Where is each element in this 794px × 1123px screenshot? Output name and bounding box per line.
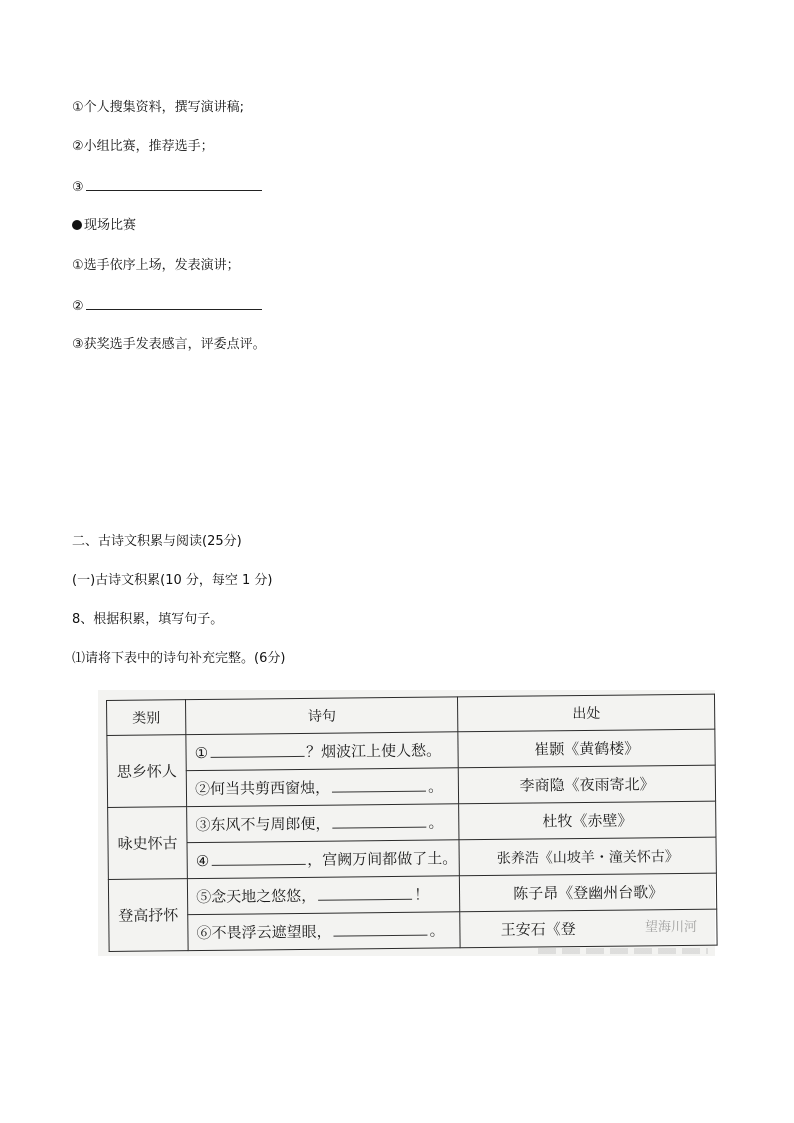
verse-before: 何当共剪西窗烛， (209, 778, 331, 798)
source-cell: 李商隐《夜雨寄北》 (459, 765, 716, 804)
source-cell: 王安石《登 (460, 909, 717, 948)
verse-number: ④ (195, 851, 210, 871)
verse-cell (186, 732, 459, 771)
table-row (109, 909, 717, 951)
prep-item-1: ①个人搜集资料，撰写演讲稿; (72, 100, 245, 115)
scanned-poem-table (98, 690, 715, 956)
blank-marker: ③ (72, 180, 84, 195)
verse-before: 不畏浮云遮望眼， (211, 922, 332, 942)
category-cell: 咏史怀古 (108, 807, 188, 880)
cropped-text-remnant (538, 948, 708, 954)
blank-marker: ② (72, 299, 84, 314)
verse-cell (187, 840, 460, 879)
source-cell: 张养浩《山坡羊・潼关怀古》 (459, 837, 716, 876)
source-cell: 杜牧《赤壁》 (459, 801, 716, 840)
sub-section-heading: (一)古诗文积累(10 分，每空 1 分) (72, 573, 273, 588)
verse-blank (210, 744, 304, 758)
verse-blank (332, 779, 426, 793)
verse-after: 。 (427, 777, 444, 796)
live-item-2-blank (72, 297, 262, 316)
verse-cell (187, 804, 460, 843)
verse-number: ⑥ (196, 923, 212, 943)
question-8: 8、根据积累，填写句子。 (72, 612, 224, 627)
live-item-1: ①选手依序上场，发表演讲； (72, 258, 240, 273)
verse-blank (332, 815, 426, 829)
verse-cell (187, 876, 460, 915)
verse-before: 念天地之悠悠， (211, 886, 317, 906)
header-verse: 诗句 (186, 697, 459, 735)
verse-blank (318, 887, 412, 901)
section-heading: 二、古诗文积累与阅读(25分) (72, 534, 242, 549)
category-cell: 登高抒怀 (108, 879, 188, 952)
source-cell: 陈子昂《登幽州台歌》 (460, 873, 717, 912)
verse-after: ？烟波江上使人愁。 (306, 741, 442, 761)
answer-blank (86, 178, 262, 191)
question-8-part-1: ⑴请将下表中的诗句补充完整。(6分) (72, 651, 286, 666)
verse-cell (186, 768, 459, 807)
prep-item-2: ②小组比赛，推荐选手； (72, 139, 214, 154)
header-source: 出处 (458, 694, 715, 732)
watermark-logo: 望海川河 (644, 920, 697, 935)
verse-after: 。 (429, 921, 445, 940)
category-cell: 思乡怀人 (107, 735, 187, 808)
live-item-3: ③获奖选手发表感言，评委点评。 (72, 337, 266, 352)
live-section-title: 现场比赛 (84, 218, 137, 233)
verse-after: 。 (428, 813, 444, 832)
poem-table (106, 694, 718, 952)
verse-cell (188, 912, 461, 951)
live-section-heading (72, 217, 136, 235)
bullet-icon (72, 220, 82, 230)
verse-blank (333, 923, 427, 937)
verse-number: ⑤ (196, 887, 212, 907)
verse-number: ① (194, 743, 209, 763)
verse-number: ③ (195, 815, 211, 835)
verse-number: ② (194, 779, 211, 799)
prep-item-3-blank (72, 178, 262, 197)
header-category: 类别 (107, 700, 186, 736)
source-cell: 崔颢《黄鹤楼》 (458, 729, 715, 768)
verse-before: 东风不与周郎便， (210, 814, 331, 834)
verse-after: ，宫阙万间都做了土。 (307, 849, 458, 869)
answer-blank (86, 297, 262, 310)
verse-blank (211, 852, 305, 866)
verse-after: ！ (414, 885, 430, 904)
